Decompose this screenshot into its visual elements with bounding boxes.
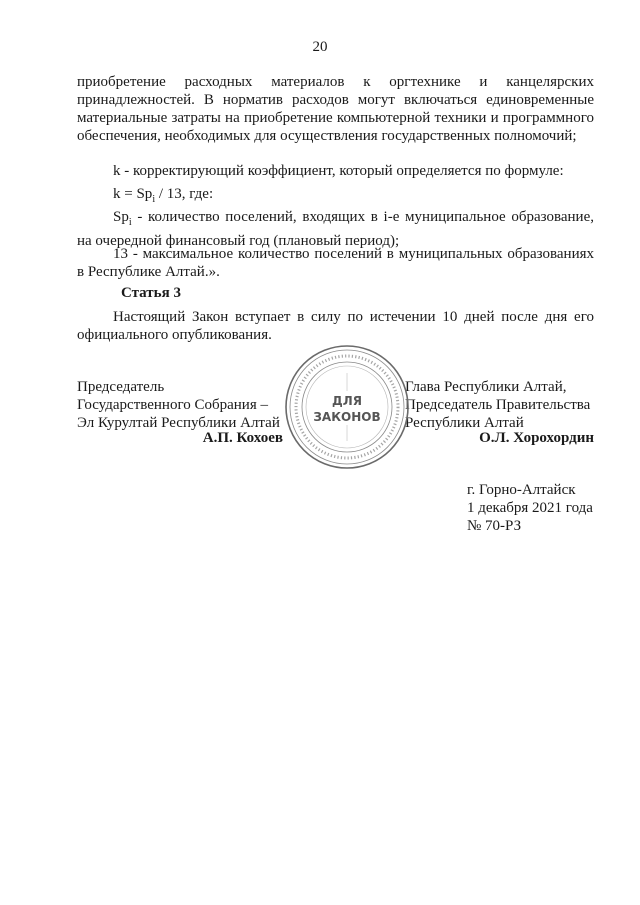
signature-right-name: О.Л. Хорохордин <box>479 430 594 446</box>
formula-k-rhs: / 13, где: <box>155 186 214 202</box>
stamp-text-line2: ЗАКОНОВ <box>313 410 381 424</box>
signature-right-line2: Председатель Правительства <box>405 397 591 413</box>
place-date-block <box>467 481 593 535</box>
formula-k-lhs: k = Sp <box>113 186 153 202</box>
signature-block-left <box>77 378 307 432</box>
paragraph-spi-definition <box>77 208 594 250</box>
signature-left-line3: Эл Курултай Республики Алтай <box>77 415 280 431</box>
signature-block-right <box>405 378 605 432</box>
paragraph-coefficient-k: k - корректирующий коэффициент, который определяется по формуле: <box>113 163 564 179</box>
article-title: Статья 3 <box>121 285 181 301</box>
paragraph-norm-description: приобретение расходных материалов к оргтехнике и канцелярских принадлежностей. В норматив расходов могут включаться единовременные материальные затраты на приобретение компьютерной техники и программного обеспечения, необходимых для осуществления государственных полномочий; <box>77 74 594 144</box>
formula-k <box>77 185 594 209</box>
date-line: 1 декабря 2021 года <box>467 500 593 516</box>
signature-left-line2: Государственного Собрания – <box>77 397 268 413</box>
page-number: 20 <box>312 39 328 55</box>
official-seal-stamp <box>283 343 411 471</box>
spi-subscript: i <box>128 217 132 228</box>
spi-symbol: Sp <box>113 209 129 225</box>
paragraph-entry-into-force: Настоящий Закон вступает в силу по истечении 10 дней после дня его официального опубликования. <box>77 309 594 343</box>
spi-definition-text: - количество поселений, входящих в i-е муниципальное образование, на очередной финансовый год (плановый период); <box>77 209 594 249</box>
signature-right-line1: Глава Республики Алтай, <box>405 379 567 395</box>
signature-left-line1: Председатель <box>77 379 165 395</box>
paragraph-max-settlements: 13 - максимальное количество поселений в муниципальных образованиях в Республике Алтай.». <box>77 246 594 280</box>
law-number-line: № 70-РЗ <box>467 518 522 534</box>
formula-k-subscript: i <box>152 194 156 205</box>
signature-right-line3: Республики Алтай <box>405 415 524 431</box>
stamp-text-line1: ДЛЯ <box>332 394 362 408</box>
signature-left-name: А.П. Кохоев <box>202 430 283 446</box>
city-line: г. Горно-Алтайск <box>467 482 576 498</box>
